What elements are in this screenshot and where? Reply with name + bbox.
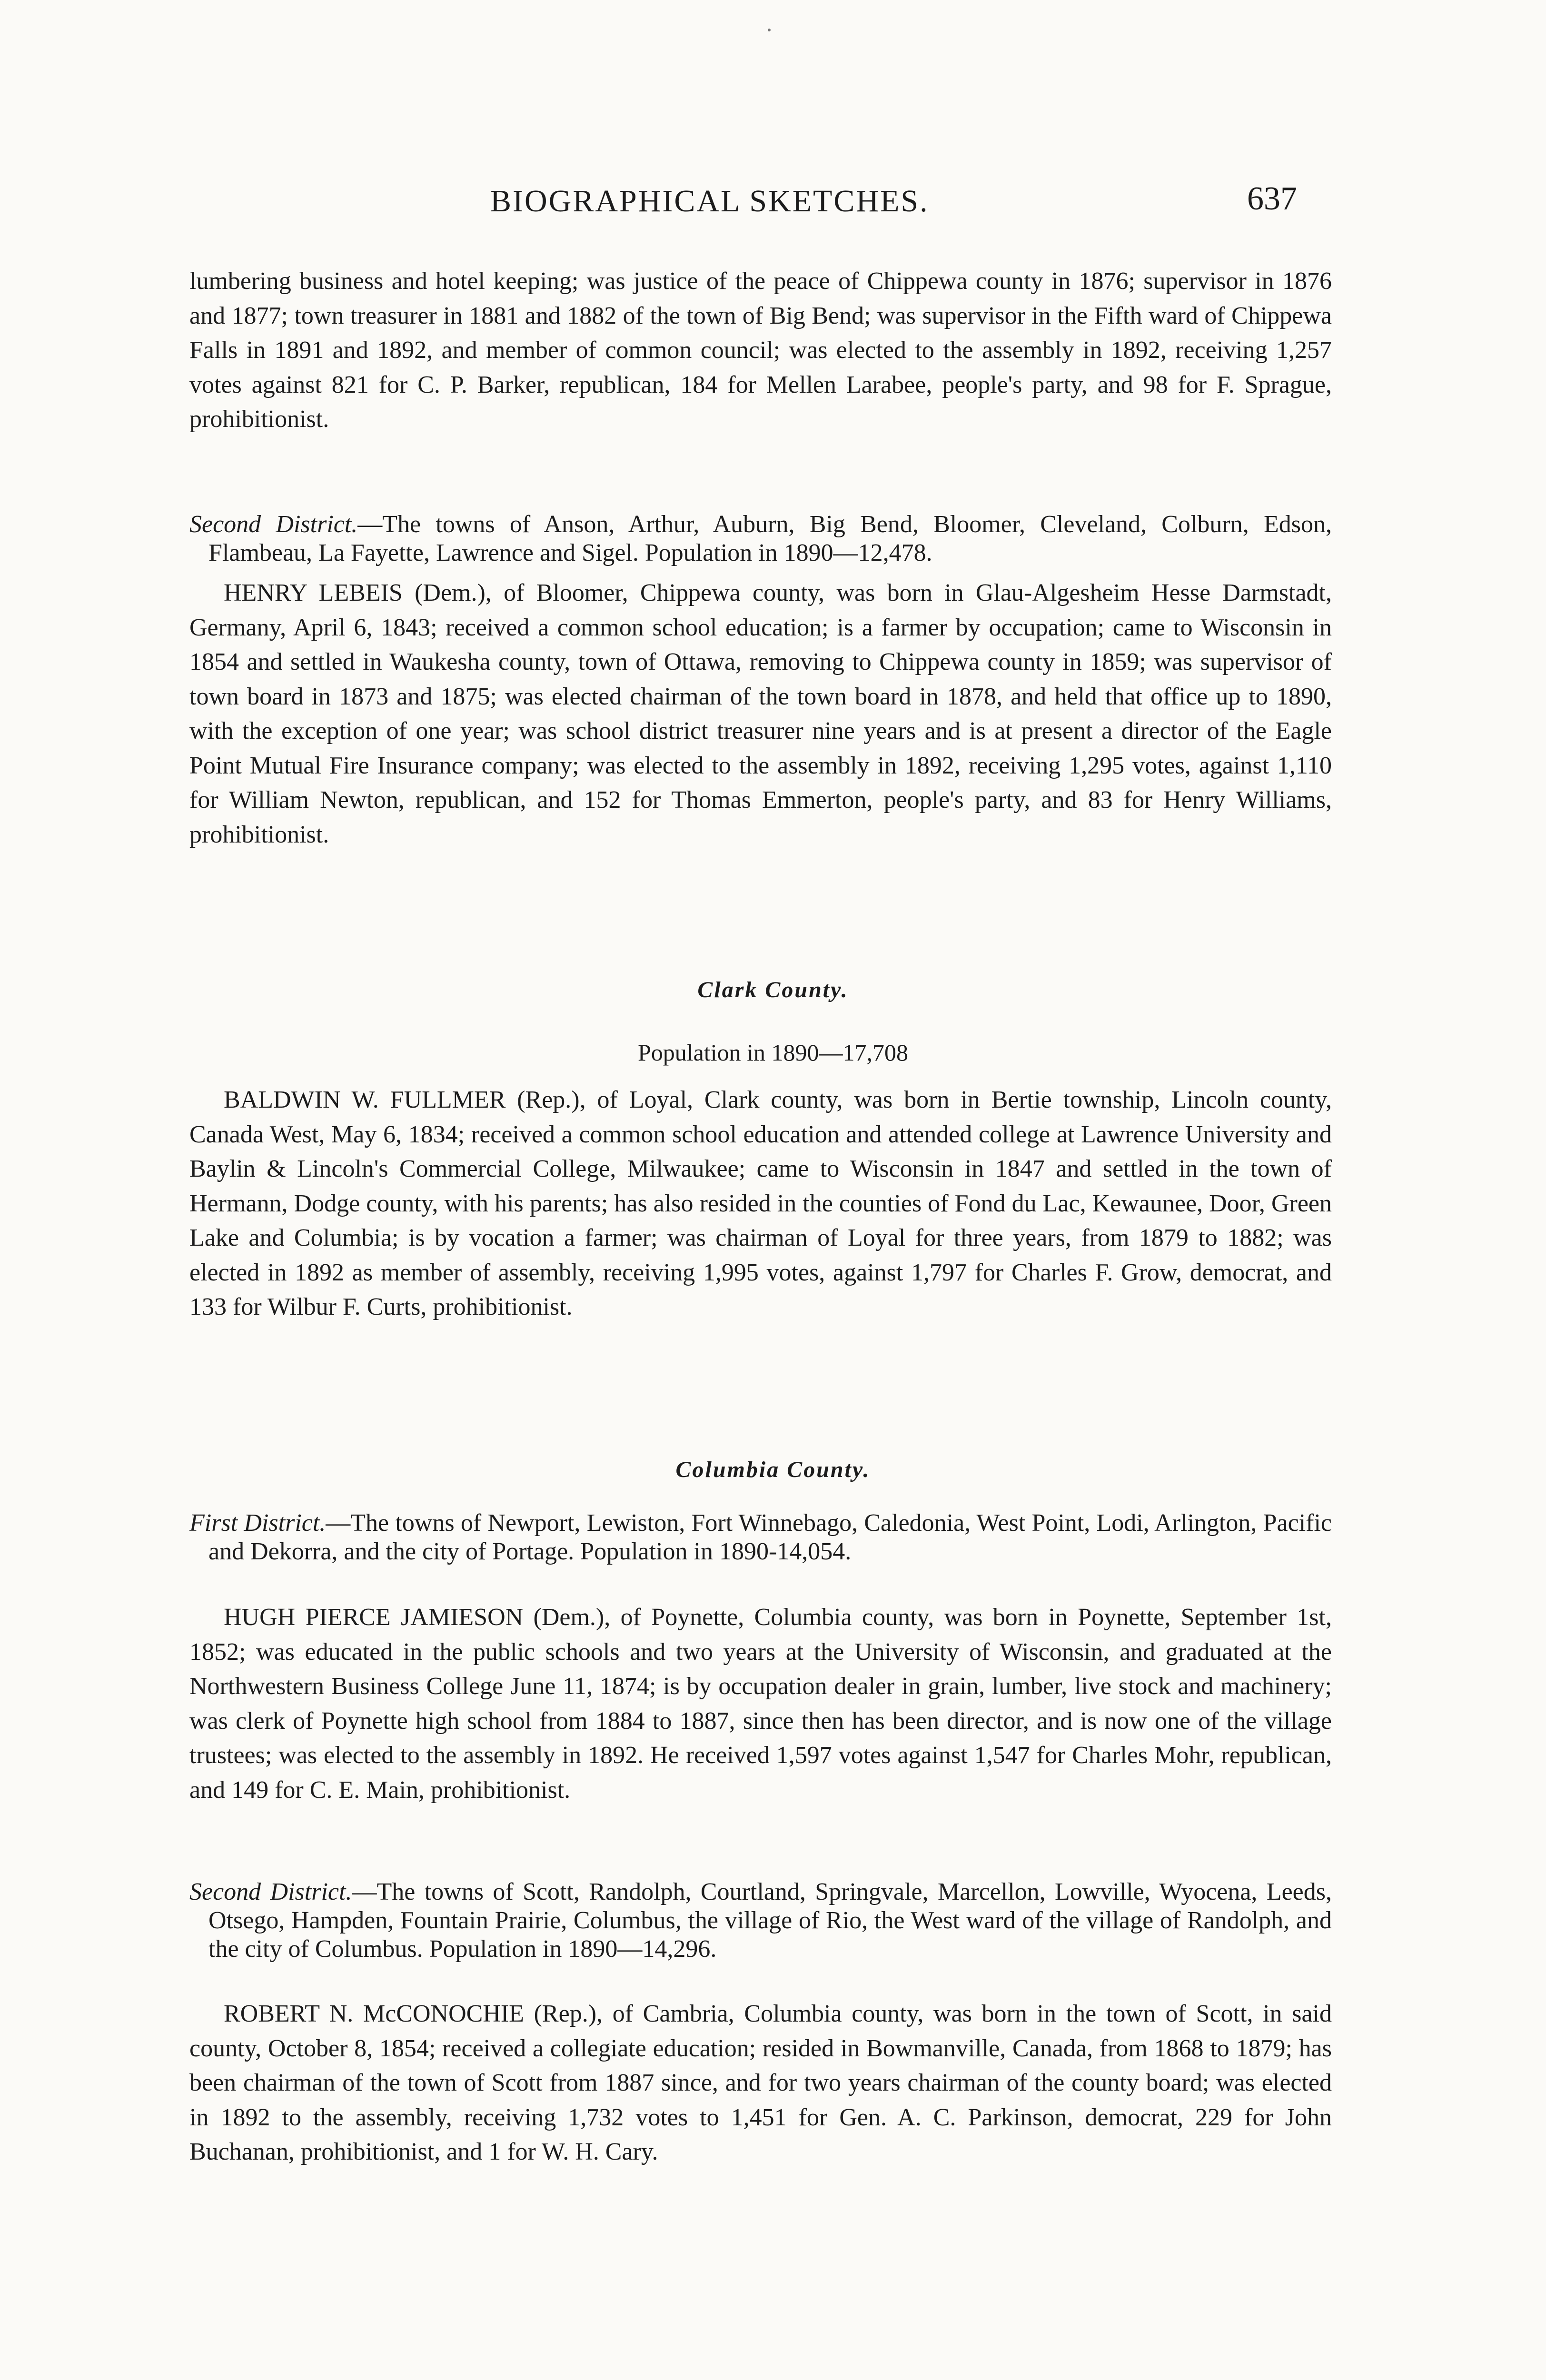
mcconochie-bio-paragraph xyxy=(189,1997,1332,2170)
clark-county-heading: Clark County. xyxy=(697,977,849,1002)
chippewa-second-district xyxy=(189,510,1332,567)
fullmer-bio-text: BALDWIN W. FULLMER (Rep.), of Loyal, Clark county, was born in Bertie township, Lincoln county, Canada West, May 6, 1834; received a common school education and attended college at Lawrence University and Baylin & Lincoln's Commercial College, Milwaukee; came to Wisconsin in 1847 and settled in the town of Hermann, Dodge county, with his parents; has also resided in the counties of Fond du Lac, Kewaunee, Door, Green Lake and Columbia; is by vocation a farmer; was chairman of Loyal for three years, from 1879 to 1882; was elected in 1892 as member of assembly, receiving 1,995 votes, against 1,797 for Charles F. Grow, democrat, and 133 for Wilbur F. Curts, prohibitionist. xyxy=(189,1086,1332,1320)
district-text: —The towns of Newport, Lewiston, Fort Winnebago, Caledonia, West Point, Lodi, Arlington, Pacific and Dekorra, and the city of Portage. Population in 1890-14,054. xyxy=(208,1509,1332,1565)
fullmer-bio-paragraph xyxy=(189,1083,1332,1325)
continued-bio-paragraph xyxy=(189,264,1332,437)
district-label: Second District. xyxy=(189,1878,352,1905)
columbia-county-heading: Columbia County. xyxy=(675,1457,871,1482)
columbia-first-district xyxy=(189,1509,1332,1566)
jamieson-bio-paragraph xyxy=(189,1600,1332,1807)
jamieson-bio-text: HUGH PIERCE JAMIESON (Dem.), of Poynette, Columbia county, was born in Poynette, September 1st, 1852; was educated in the public schools and two years at the University of Wisconsin, and graduated at the Northwestern Business College June 11, 1874; is by occupation dealer in grain, lumber, live stock and machinery; was clerk of Poynette high school from 1884 to 1887, since then has been director, and is now one of the village trustees; was elected to the assembly in 1892. He received 1,597 votes against 1,547 for Charles Mohr, republican, and 149 for C. E. Main, prohibitionist. xyxy=(189,1604,1332,1804)
continued-bio-text: lumbering business and hotel keeping; was justice of the peace of Chippewa county in 1876; supervisor in 1876 and 1877; town treasurer in 1881 and 1882 of the town of Big Bend; was supervisor in the Fifth ward of Chippewa Falls in 1891 and 1892, and member of common council; was elected to the assembly in 1892, receiving 1,257 votes against 821 for C. P. Barker, republican, 184 for Mellen Larabee, people's party, and 98 for F. Sprague, prohibitionist. xyxy=(189,268,1332,433)
lebeis-bio-paragraph xyxy=(189,576,1332,852)
clark-population: Population in 1890—17,708 xyxy=(637,1039,909,1066)
running-title: BIOGRAPHICAL SKETCHES. xyxy=(490,184,929,218)
columbia-second-district xyxy=(189,1878,1332,1964)
district-text: —The towns of Anson, Arthur, Auburn, Big Bend, Bloomer, Cleveland, Colburn, Edson, Flambeau, La Fayette, Lawrence and Sigel. Population in 1890—12,478. xyxy=(208,511,1332,566)
page-number: 637 xyxy=(1247,180,1297,217)
district-text: —The towns of Scott, Randolph, Courtland, Springvale, Marcellon, Lowville, Wyocena, Leeds, Otsego, Hampden, Fountain Prairie, Columbus, the village of Rio, the West ward of the village of Randolph, and the city of Columbus. Population in 1890—14,296. xyxy=(208,1878,1332,1963)
district-label: Second District. xyxy=(189,511,358,538)
mcconochie-bio-text: ROBERT N. McCONOCHIE (Rep.), of Cambria, Columbia county, was born in the town of Scott, in said county, October 8, 1854; received a collegiate education; resided in Bowmanville, Canada, from 1868 to 1879; has been chairman of the town of Scott from 1887 since, and for two years chairman of the county board; was elected in 1892 to the assembly, receiving 1,732 votes to 1,451 for Gen. A. C. Parkinson, democrat, 229 for John Buchanan, prohibitionist, and 1 for W. H. Cary. xyxy=(189,2000,1332,2165)
print-speck xyxy=(768,29,771,31)
lebeis-bio-text: HENRY LEBEIS (Dem.), of Bloomer, Chippewa county, was born in Glau-Algesheim Hesse Darmstadt, Germany, April 6, 1843; received a common school education; is a farmer by occupation; came to Wisconsin in 1854 and settled in Waukesha county, town of Ottawa, removing to Chippewa county in 1859; was supervisor of town board in 1873 and 1875; was elected chairman of the town board in 1878, and held that office up to 1890, with the exception of one year; was school district treasurer nine years and is at present a director of the Eagle Point Mutual Fire Insurance company; was elected to the assembly in 1892, receiving 1,295 votes, against 1,110 for William Newton, republican, and 152 for Thomas Emmerton, people's party, and 83 for Henry Williams, prohibitionist. xyxy=(189,579,1332,848)
district-label: First District. xyxy=(189,1509,326,1537)
